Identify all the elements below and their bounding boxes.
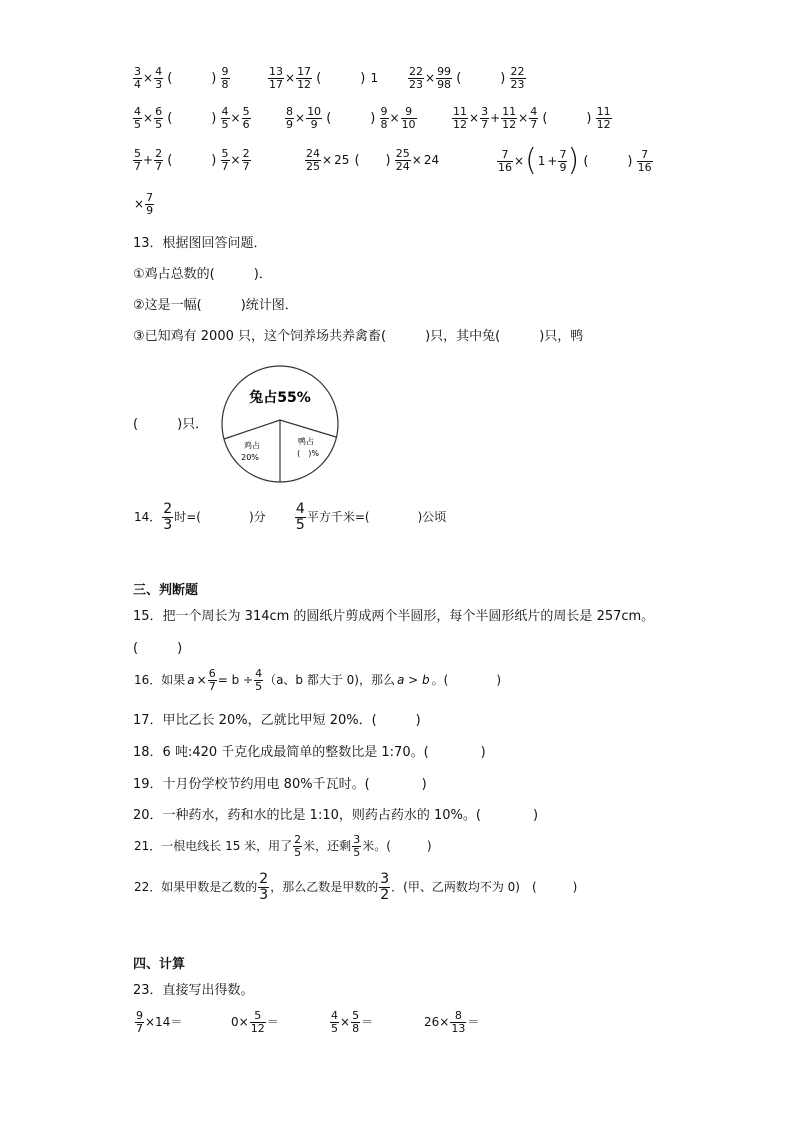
fraction-numerator: 5	[221, 147, 229, 160]
fraction	[268, 66, 284, 90]
fraction-denominator: 7	[134, 159, 141, 173]
fraction-denominator: 25	[306, 159, 320, 173]
fraction	[221, 106, 230, 130]
math-text: 米。( )	[362, 839, 432, 854]
fraction	[285, 106, 294, 130]
fraction	[380, 106, 389, 130]
fraction-numerator: 9	[405, 105, 413, 118]
fraction-numerator: 24	[306, 147, 320, 160]
fraction-denominator: 5	[255, 679, 263, 693]
q19: 19．十月份学校节约用电 80%千瓦时。( )	[133, 777, 427, 792]
fraction-denominator: 3	[163, 516, 173, 533]
fraction-numerator: 22	[409, 65, 423, 78]
answer-blank[interactable]: ( )	[167, 152, 217, 168]
pie-label-chicken-name: 鸡占	[244, 441, 260, 450]
fraction-numerator: 4	[295, 501, 305, 517]
q13-item-3: ③已知鸡有 2000 只，这个饲养场共养禽畜( )只，其中兔( )只，鸭	[133, 329, 584, 344]
fraction	[295, 502, 306, 532]
fraction-denominator: 12	[250, 1021, 265, 1035]
fraction-numerator: 2	[294, 833, 302, 846]
fraction	[501, 106, 517, 130]
fraction-denominator: 23	[409, 77, 423, 91]
fraction	[596, 106, 612, 130]
fraction-numerator: 99	[437, 65, 452, 78]
fraction	[529, 106, 538, 130]
q16	[133, 668, 502, 692]
answer-blank[interactable]: ( )	[542, 110, 592, 126]
math-text: 22．如果甲数是乙数的	[134, 880, 258, 895]
math-text: 25	[334, 153, 350, 168]
fraction-numerator: 11	[502, 105, 517, 118]
fraction	[242, 106, 251, 130]
math-text: +	[143, 153, 154, 168]
fraction-denominator: 5	[331, 1021, 338, 1035]
section4-heading: 四、计算	[133, 957, 186, 972]
compare-item-2-1	[133, 106, 251, 130]
fraction-numerator: 4	[255, 667, 263, 680]
fraction-numerator: 7	[559, 147, 567, 161]
fraction	[395, 148, 411, 172]
fraction	[452, 106, 468, 130]
fraction-numerator: 4	[134, 105, 141, 118]
q15: 15．把一个周长为 314cm 的圆纸片剪成两个半圆形，每个半圆形纸片的周长是 257cm。	[133, 609, 655, 624]
q21	[133, 834, 433, 858]
fraction-denominator: 12	[297, 77, 312, 91]
pie-label-rabbit: 兔占55%	[249, 390, 311, 406]
fraction-numerator: 5	[134, 147, 141, 160]
fraction	[401, 106, 417, 130]
fraction-denominator: 5	[294, 845, 302, 859]
fraction-numerator: 4	[530, 105, 538, 118]
math-text: ×	[425, 71, 436, 86]
fraction-denominator: 5	[353, 845, 361, 859]
big-parenthesis: (	[525, 143, 537, 178]
fraction-denominator: 4	[134, 77, 141, 91]
fraction-numerator: 6	[208, 667, 216, 680]
math-text: ×	[134, 197, 145, 212]
math-text: 26×	[424, 1015, 450, 1030]
fraction	[154, 148, 163, 172]
q14	[133, 502, 447, 532]
fraction-denominator: 24	[395, 159, 410, 173]
compare-item-3-3	[497, 143, 653, 178]
math-text: ×	[230, 111, 241, 126]
math-text: ×	[340, 1015, 351, 1030]
math-text: ×	[285, 71, 296, 86]
fraction	[221, 148, 230, 172]
fraction-numerator: 9	[221, 65, 229, 78]
fraction-denominator: 5	[295, 516, 305, 533]
fraction	[450, 1010, 466, 1034]
math-text: 1	[537, 154, 546, 168]
compare-wrap-tail	[133, 192, 154, 216]
fraction	[510, 66, 526, 90]
math-text: ×	[295, 111, 306, 126]
math-text: ×	[143, 71, 154, 86]
fraction	[351, 1010, 360, 1034]
fraction-denominator: 7	[136, 1021, 143, 1035]
fraction-numerator: 2	[259, 871, 269, 887]
fraction-numerator: 7	[501, 147, 509, 161]
fraction-numerator: 3	[134, 65, 141, 78]
q18: 18．6 吨:420 千克化成最简单的整数比是 1:70。( )	[133, 745, 486, 760]
fraction-denominator: 7	[481, 117, 489, 131]
q13-title: 13．根据图回答问题．	[133, 236, 267, 251]
fraction	[154, 66, 163, 90]
q22	[133, 872, 578, 902]
math-text: ×14＝	[145, 1015, 183, 1030]
pie-label-duck-name: 鸭占	[298, 437, 314, 446]
fraction-numerator: 6	[155, 105, 163, 118]
fraction-numerator: 8	[454, 1009, 462, 1022]
fraction-numerator: 4	[331, 1009, 338, 1022]
section3-heading: 三、判断题	[133, 583, 199, 598]
fraction-denominator: 23	[510, 77, 525, 91]
fraction-numerator: 3	[353, 833, 361, 846]
fraction	[133, 66, 142, 90]
fraction-numerator: 3	[481, 105, 489, 118]
fraction	[293, 834, 302, 858]
math-text: 米，还剩	[303, 839, 352, 854]
fraction-numerator: 2	[242, 147, 250, 160]
fraction-denominator: 7	[155, 159, 163, 173]
fraction-denominator: 9	[306, 118, 322, 131]
fraction-numerator: 11	[453, 105, 467, 118]
fraction	[306, 106, 322, 130]
fraction-denominator: 5	[134, 117, 141, 131]
fraction-denominator: 13	[451, 1021, 466, 1035]
fraction-denominator: 8	[221, 77, 229, 91]
big-parenthesis: )	[567, 143, 580, 178]
fraction	[352, 834, 361, 858]
math-text: ×	[514, 154, 525, 168]
q23: 23．直接写出得数。	[133, 983, 254, 998]
fraction-numerator: 7	[641, 147, 649, 161]
fraction	[637, 149, 653, 173]
fraction-denominator: 5	[155, 117, 163, 131]
q13-tail: ( )只．	[133, 417, 209, 432]
answer-blank[interactable]: ( )	[583, 153, 633, 169]
fraction-denominator: 9	[146, 203, 154, 217]
fraction-denominator: 7	[242, 159, 250, 173]
fraction-numerator: 9	[380, 105, 388, 118]
math-text: ×	[518, 111, 529, 126]
fraction-denominator: 17	[269, 77, 283, 91]
fraction-denominator: 12	[596, 117, 611, 131]
fraction-numerator: 7	[146, 191, 154, 204]
fraction	[250, 1010, 266, 1034]
fraction	[208, 668, 217, 692]
fraction	[242, 148, 251, 172]
q20: 20．一种药水，药和水的比是 1:10，则药占药水的 10%。( )	[133, 808, 539, 823]
math-text: 16．如果	[134, 673, 186, 688]
compare-item-1-1	[133, 66, 230, 90]
fraction-denominator: 5	[221, 117, 229, 131]
fraction-denominator: 12	[502, 117, 517, 131]
math-text: 14．	[134, 510, 162, 525]
fraction	[162, 502, 173, 532]
fraction-numerator: 17	[297, 65, 312, 78]
fraction	[480, 106, 489, 130]
fraction-numerator: 13	[269, 65, 283, 78]
pie-chart	[218, 362, 342, 486]
math-text: 0×	[231, 1015, 249, 1030]
q13-item-2: ②这是一幅( )统计图．	[133, 298, 298, 313]
answer-blank[interactable]: ( )	[354, 152, 391, 168]
fraction-denominator: 7	[221, 159, 229, 173]
fraction	[296, 66, 312, 90]
fraction-denominator: 2	[380, 886, 390, 903]
calc-item-3	[328, 1010, 374, 1034]
fraction	[133, 106, 142, 130]
calc-item-4	[423, 1010, 480, 1034]
fraction-denominator: 8	[380, 117, 388, 131]
fraction-numerator: 8	[286, 105, 293, 118]
fraction-numerator: 5	[254, 1009, 262, 1022]
fraction	[330, 1010, 339, 1034]
math-text: 平方千米=( )公顷	[306, 510, 447, 525]
fraction-denominator: 16	[637, 160, 652, 174]
math-text: ，那么乙数是甲数的	[270, 880, 379, 895]
answer-blank[interactable]: ( )	[456, 70, 506, 86]
fraction	[408, 66, 424, 90]
compare-item-1-2	[268, 66, 379, 90]
compare-item-3-1	[133, 148, 251, 172]
fraction-numerator: 2	[155, 147, 163, 160]
fraction-denominator: 3	[155, 77, 163, 91]
fraction-denominator: 7	[208, 679, 216, 693]
math-text: ×	[389, 111, 400, 126]
compare-item-2-2	[285, 106, 417, 130]
fraction	[497, 149, 513, 173]
compare-item-1-3	[408, 66, 526, 90]
fraction-numerator: 4	[221, 105, 229, 118]
fraction-numerator: 3	[380, 871, 390, 887]
math-text: 时=( )分	[174, 510, 266, 525]
math-text: ×	[411, 153, 422, 168]
math-text: a > b	[396, 673, 430, 688]
math-text: +	[490, 111, 501, 126]
math-text: ＝	[361, 1015, 374, 1030]
fraction	[436, 66, 452, 90]
fraction	[133, 148, 142, 172]
fraction-numerator: 2	[163, 501, 173, 517]
fraction-denominator: 9	[559, 160, 567, 174]
fraction-denominator: 10	[401, 117, 416, 131]
fraction-numerator: 10	[307, 105, 322, 118]
fraction	[379, 872, 390, 902]
math-text: +	[547, 154, 558, 168]
fraction-denominator: 7	[530, 117, 538, 131]
math-text: ．(甲、乙两数均不为 0) ( )	[391, 880, 578, 895]
fraction-numerator: 5	[242, 105, 250, 118]
fraction	[258, 872, 269, 902]
fraction	[305, 148, 321, 172]
math-text: （a、b 都大于 0)，那么	[264, 673, 395, 688]
math-text: = b ÷	[217, 673, 254, 688]
q17: 17．甲比乙长 20%，乙就比甲短 20%．( )	[133, 713, 421, 728]
math-text: ＝	[467, 1015, 480, 1030]
calc-item-1	[133, 1010, 183, 1034]
fraction-denominator: 98	[437, 77, 452, 91]
math-text: 24	[423, 153, 440, 168]
q15-tail: ( )	[133, 641, 183, 656]
fraction-numerator: 9	[136, 1009, 143, 1022]
math-text: ×	[143, 111, 154, 126]
fraction-denominator: 8	[352, 1021, 360, 1035]
pie-label-duck-pct: ( )%	[297, 449, 319, 458]
math-text: ×	[196, 673, 207, 688]
answer-blank[interactable]: ( )	[316, 70, 366, 86]
q13-item-1: ①鸡占总数的( )．	[133, 267, 272, 282]
fraction-numerator: 5	[352, 1009, 360, 1022]
calc-item-2	[230, 1010, 280, 1034]
fraction-numerator: 22	[510, 65, 525, 78]
math-text: 1	[370, 71, 379, 86]
pie-label-chicken-pct: 20%	[241, 453, 259, 462]
fraction-numerator: 25	[395, 147, 410, 160]
fraction	[154, 106, 163, 130]
math-text: 。( )	[431, 673, 502, 688]
fraction-denominator: 12	[453, 117, 467, 131]
fraction	[135, 1010, 144, 1034]
fraction-numerator: 11	[596, 105, 611, 118]
answer-blank[interactable]: ( )	[167, 70, 217, 86]
fraction-denominator: 9	[286, 117, 293, 131]
fraction	[145, 192, 154, 216]
compare-item-2-3	[452, 106, 612, 130]
answer-blank[interactable]: ( )	[167, 110, 217, 126]
fraction-denominator: 16	[498, 160, 512, 174]
answer-blank[interactable]: ( )	[326, 110, 376, 126]
math-text: ×	[230, 153, 241, 168]
math-text: a	[187, 673, 195, 688]
math-text: 21．一根电线长 15 米，用了	[134, 839, 293, 854]
math-text: ×	[322, 153, 333, 168]
fraction-denominator: 6	[242, 117, 250, 131]
fraction	[254, 668, 263, 692]
compare-item-3-2	[305, 148, 440, 172]
fraction	[221, 66, 230, 90]
fraction-denominator: 3	[259, 886, 269, 903]
math-text: ＝	[266, 1015, 279, 1030]
math-text: ×	[469, 111, 480, 126]
fraction-numerator: 4	[155, 65, 163, 78]
